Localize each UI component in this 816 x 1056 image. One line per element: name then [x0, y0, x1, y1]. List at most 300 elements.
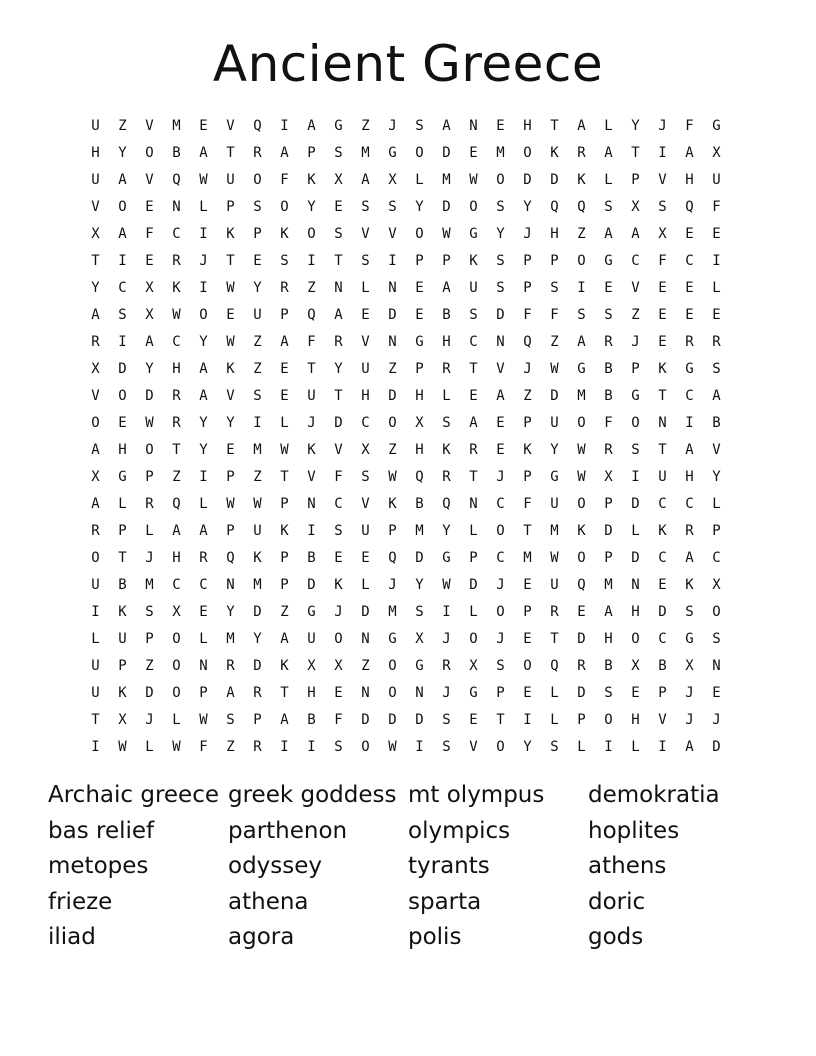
grid-letter: M	[361, 144, 370, 161]
grid-letter: U	[118, 630, 127, 647]
grid-letter: A	[685, 144, 694, 161]
grid-letter: P	[388, 522, 397, 539]
grid-letter: R	[442, 657, 451, 674]
grid-letter: Z	[253, 333, 262, 350]
grid-letter: A	[577, 117, 586, 134]
grid-letter: T	[469, 360, 478, 377]
grid-letter: E	[523, 630, 532, 647]
grid-letter: I	[118, 252, 127, 269]
grid-letter: V	[469, 738, 478, 755]
grid-letter: A	[685, 441, 694, 458]
grid-letter: L	[415, 171, 424, 188]
grid-letter: P	[226, 468, 235, 485]
grid-letter: Z	[145, 657, 154, 674]
grid-letter: P	[469, 549, 478, 566]
grid-letter: K	[307, 441, 316, 458]
grid-letter: V	[334, 441, 343, 458]
grid-letter: V	[91, 387, 100, 404]
grid-letter: J	[442, 684, 451, 701]
grid-letter: N	[631, 576, 640, 593]
grid-letter: B	[172, 144, 181, 161]
grid-letter: Y	[523, 738, 532, 755]
grid-letter: Q	[388, 549, 397, 566]
grid-letter: O	[388, 657, 397, 674]
grid-letter: Z	[388, 360, 397, 377]
grid-letter: W	[280, 441, 289, 458]
grid-letter: W	[145, 414, 154, 431]
grid-letter: A	[280, 711, 289, 728]
grid-letter: Y	[91, 279, 100, 296]
grid-letter: S	[118, 306, 127, 323]
grid-letter: P	[199, 684, 208, 701]
grid-letter: X	[145, 306, 154, 323]
grid-letter: E	[523, 684, 532, 701]
grid-letter: T	[172, 441, 181, 458]
grid-letter: Y	[226, 603, 235, 620]
grid-letter: P	[280, 495, 289, 512]
grid-letter: R	[577, 144, 586, 161]
grid-letter: H	[604, 630, 613, 647]
grid-letter: E	[523, 576, 532, 593]
grid-letter: B	[118, 576, 127, 593]
grid-letter: D	[631, 549, 640, 566]
grid-letter: D	[442, 198, 451, 215]
grid-letter: I	[712, 252, 721, 269]
grid-letter: S	[469, 306, 478, 323]
grid-letter: S	[334, 522, 343, 539]
grid-letter: O	[334, 630, 343, 647]
grid-letter: P	[253, 225, 262, 242]
grid-letter: W	[199, 711, 208, 728]
grid-letter: G	[604, 252, 613, 269]
grid-letter: O	[523, 144, 532, 161]
grid-letter: U	[253, 522, 262, 539]
grid-letter: M	[253, 576, 262, 593]
grid-letter: Q	[226, 549, 235, 566]
grid-letter: C	[334, 495, 343, 512]
grid-letter: C	[658, 495, 667, 512]
grid-letter: N	[469, 117, 478, 134]
grid-letter: U	[658, 468, 667, 485]
grid-letter: E	[604, 279, 613, 296]
grid-letter: N	[226, 576, 235, 593]
grid-letter: S	[604, 306, 613, 323]
grid-letter: A	[280, 333, 289, 350]
grid-letter: X	[145, 279, 154, 296]
grid-letter: R	[334, 333, 343, 350]
grid-letter: J	[307, 414, 316, 431]
grid-letter: L	[361, 576, 370, 593]
grid-letter: E	[712, 225, 721, 242]
grid-letter: P	[280, 306, 289, 323]
grid-letter: Q	[577, 198, 586, 215]
word-list-item: greek goddess	[228, 782, 397, 808]
grid-letter: W	[442, 225, 451, 242]
grid-letter: R	[604, 441, 613, 458]
word-list-item: frieze	[48, 888, 113, 915]
grid-letter: R	[199, 549, 208, 566]
grid-letter: U	[712, 171, 721, 188]
grid-letter: M	[442, 171, 451, 188]
word-list-item: hoplites	[588, 817, 680, 844]
grid-letter: R	[685, 522, 694, 539]
grid-letter: O	[577, 495, 586, 512]
grid-letter: K	[253, 549, 262, 566]
grid-letter: V	[361, 225, 370, 242]
grid-letter: S	[712, 360, 721, 377]
grid-letter: D	[145, 684, 154, 701]
grid-letter: O	[577, 252, 586, 269]
grid-letter: Z	[280, 603, 289, 620]
grid-letter: A	[604, 603, 613, 620]
grid-letter: B	[712, 414, 721, 431]
grid-letter: Z	[388, 441, 397, 458]
word-list-item: tyrants	[408, 853, 490, 879]
grid-letter: T	[658, 441, 667, 458]
grid-letter: X	[415, 414, 424, 431]
grid-letter: T	[658, 387, 667, 404]
grid-letter: K	[172, 279, 181, 296]
grid-letter: M	[253, 441, 262, 458]
grid-letter: O	[415, 225, 424, 242]
grid-letter: R	[172, 252, 181, 269]
grid-letter: F	[145, 225, 154, 242]
grid-letter: S	[550, 279, 559, 296]
grid-letter: S	[550, 738, 559, 755]
grid-letter: P	[523, 603, 532, 620]
grid-letter: U	[469, 279, 478, 296]
grid-letter: D	[658, 603, 667, 620]
grid-letter: P	[523, 468, 532, 485]
grid-letter: B	[604, 657, 613, 674]
word-list-item: Archaic greece	[48, 782, 219, 808]
grid-letter: A	[199, 522, 208, 539]
grid-letter: D	[361, 603, 370, 620]
grid-letter: F	[685, 117, 694, 134]
grid-letter: T	[280, 468, 289, 485]
grid-letter: T	[91, 711, 100, 728]
word-list	[48, 778, 768, 956]
grid-letter: F	[334, 711, 343, 728]
grid-letter: O	[523, 657, 532, 674]
grid-letter: E	[199, 117, 208, 134]
grid-letter: N	[361, 684, 370, 701]
grid-letter: L	[469, 522, 478, 539]
grid-letter: U	[91, 684, 100, 701]
grid-letter: Q	[523, 333, 532, 350]
grid-letter: U	[307, 630, 316, 647]
grid-letter: K	[226, 360, 235, 377]
grid-letter: A	[199, 144, 208, 161]
grid-letter: S	[334, 144, 343, 161]
grid-letter: K	[685, 576, 694, 593]
grid-letter: R	[550, 603, 559, 620]
grid-letter: V	[496, 360, 505, 377]
grid-letter: E	[496, 441, 505, 458]
grid-letter: E	[469, 387, 478, 404]
grid-letter: F	[658, 252, 667, 269]
grid-letter: C	[685, 252, 694, 269]
grid-letter: P	[415, 252, 424, 269]
grid-letter: S	[604, 684, 613, 701]
grid-letter: H	[550, 225, 559, 242]
grid-letter: E	[280, 360, 289, 377]
grid-letter: K	[226, 225, 235, 242]
grid-letter: J	[631, 333, 640, 350]
grid-letter: W	[469, 171, 478, 188]
grid-letter: T	[631, 144, 640, 161]
grid-letter: K	[118, 603, 127, 620]
grid-letter: P	[118, 522, 127, 539]
grid-letter: F	[523, 306, 532, 323]
grid-letter: E	[469, 144, 478, 161]
grid-letter: P	[658, 684, 667, 701]
grid-letter: L	[469, 603, 478, 620]
grid-letter: F	[712, 198, 721, 215]
grid-letter: N	[415, 684, 424, 701]
grid-letter: O	[172, 684, 181, 701]
word-list-item: iliad	[48, 924, 96, 950]
grid-letter: I	[658, 738, 667, 755]
grid-letter: N	[658, 414, 667, 431]
grid-letter: Z	[523, 387, 532, 404]
grid-letter: S	[442, 414, 451, 431]
grid-letter: X	[307, 657, 316, 674]
grid-letter: O	[631, 630, 640, 647]
grid-letter: M	[145, 576, 154, 593]
grid-letter: O	[118, 198, 127, 215]
grid-letter: Y	[145, 360, 154, 377]
grid-letter: S	[361, 252, 370, 269]
grid-letter: R	[226, 657, 235, 674]
grid-letter: O	[469, 630, 478, 647]
grid-letter: S	[253, 198, 262, 215]
grid-letter: E	[253, 252, 262, 269]
grid-letter: I	[577, 279, 586, 296]
grid-letter: W	[550, 360, 559, 377]
grid-letter: P	[550, 252, 559, 269]
grid-letter: K	[577, 522, 586, 539]
grid-letter: Y	[226, 414, 235, 431]
word-list-item: mt olympus	[408, 782, 545, 808]
grid-letter: E	[415, 279, 424, 296]
grid-letter: O	[172, 630, 181, 647]
letter-grid	[82, 112, 730, 760]
grid-letter: Q	[307, 306, 316, 323]
grid-letter: W	[577, 441, 586, 458]
grid-letter: V	[631, 279, 640, 296]
grid-letter: O	[577, 549, 586, 566]
grid-letter: U	[550, 495, 559, 512]
grid-letter: L	[550, 711, 559, 728]
grid-letter: Q	[685, 198, 694, 215]
grid-letter: O	[253, 171, 262, 188]
grid-letter: Q	[253, 117, 262, 134]
grid-letter: D	[523, 171, 532, 188]
grid-letter: B	[307, 549, 316, 566]
grid-letter: O	[145, 144, 154, 161]
grid-letter: V	[145, 117, 154, 134]
word-list-item: odyssey	[228, 853, 323, 879]
grid-letter: L	[442, 387, 451, 404]
grid-letter: A	[442, 117, 451, 134]
grid-letter: P	[523, 252, 532, 269]
grid-letter: A	[226, 684, 235, 701]
grid-letter: F	[523, 495, 532, 512]
grid-letter: Q	[442, 495, 451, 512]
grid-letter: H	[415, 387, 424, 404]
grid-letter: L	[631, 738, 640, 755]
grid-letter: P	[631, 360, 640, 377]
grid-letter: O	[280, 198, 289, 215]
grid-letter: D	[307, 576, 316, 593]
grid-letter: E	[631, 684, 640, 701]
grid-letter: H	[172, 360, 181, 377]
grid-letter: E	[226, 306, 235, 323]
grid-letter: L	[199, 495, 208, 512]
grid-letter: T	[226, 252, 235, 269]
grid-letter: T	[550, 117, 559, 134]
grid-letter: P	[712, 522, 721, 539]
grid-letter: C	[496, 495, 505, 512]
grid-letter: K	[280, 225, 289, 242]
grid-letter: A	[631, 225, 640, 242]
grid-letter: T	[334, 387, 343, 404]
grid-letter: M	[226, 630, 235, 647]
grid-letter: G	[388, 630, 397, 647]
grid-letter: H	[307, 684, 316, 701]
grid-letter: Y	[199, 441, 208, 458]
grid-letter: D	[145, 387, 154, 404]
grid-letter: H	[361, 387, 370, 404]
grid-letter: W	[226, 333, 235, 350]
grid-letter: R	[253, 738, 262, 755]
grid-letter: H	[172, 549, 181, 566]
grid-letter: O	[172, 657, 181, 674]
grid-letter: L	[145, 738, 154, 755]
grid-letter: A	[172, 522, 181, 539]
grid-letter: R	[577, 657, 586, 674]
grid-letter: G	[550, 468, 559, 485]
grid-letter: X	[334, 171, 343, 188]
grid-letter: W	[388, 468, 397, 485]
grid-letter: G	[415, 333, 424, 350]
grid-letter: G	[307, 603, 316, 620]
grid-letter: K	[442, 441, 451, 458]
grid-letter: L	[604, 117, 613, 134]
grid-letter: H	[685, 171, 694, 188]
grid-letter: N	[469, 495, 478, 512]
grid-letter: C	[172, 333, 181, 350]
grid-letter: W	[253, 495, 262, 512]
grid-letter: I	[523, 711, 532, 728]
word-list-item: parthenon	[228, 817, 348, 844]
grid-letter: S	[415, 117, 424, 134]
word-list-item: metopes	[48, 853, 149, 879]
grid-letter: V	[361, 333, 370, 350]
grid-letter: I	[91, 603, 100, 620]
grid-letter: A	[307, 117, 316, 134]
grid-letter: A	[577, 333, 586, 350]
grid-letter: K	[334, 576, 343, 593]
grid-letter: T	[280, 684, 289, 701]
grid-letter: M	[523, 549, 532, 566]
grid-letter: U	[361, 360, 370, 377]
grid-letter: N	[307, 495, 316, 512]
grid-letter: H	[91, 144, 100, 161]
grid-letter: R	[469, 441, 478, 458]
word-list-item: demokratia	[588, 782, 720, 808]
grid-letter: L	[145, 522, 154, 539]
grid-letter: O	[469, 198, 478, 215]
grid-letter: P	[577, 711, 586, 728]
grid-letter: Y	[334, 360, 343, 377]
grid-letter: E	[712, 684, 721, 701]
grid-letter: W	[442, 576, 451, 593]
grid-letter: L	[172, 711, 181, 728]
grid-letter: T	[226, 144, 235, 161]
grid-letter: R	[91, 522, 100, 539]
grid-letter: O	[361, 738, 370, 755]
grid-letter: M	[550, 522, 559, 539]
grid-letter: W	[226, 279, 235, 296]
grid-letter: S	[631, 441, 640, 458]
grid-letter: L	[91, 630, 100, 647]
grid-letter: J	[712, 711, 721, 728]
grid-letter: O	[199, 306, 208, 323]
grid-letter: Y	[253, 630, 262, 647]
grid-letter: E	[361, 306, 370, 323]
grid-letter: O	[496, 522, 505, 539]
word-list-item: athena	[228, 888, 309, 915]
grid-letter: D	[388, 306, 397, 323]
grid-letter: L	[118, 495, 127, 512]
grid-letter: J	[496, 468, 505, 485]
grid-letter: E	[226, 441, 235, 458]
grid-letter: A	[496, 387, 505, 404]
grid-letter: E	[415, 306, 424, 323]
grid-letter: U	[550, 576, 559, 593]
grid-letter: I	[658, 144, 667, 161]
grid-letter: D	[604, 522, 613, 539]
grid-letter: P	[145, 468, 154, 485]
grid-letter: O	[631, 414, 640, 431]
grid-letter: I	[604, 738, 613, 755]
grid-letter: H	[631, 603, 640, 620]
grid-letter: C	[496, 549, 505, 566]
grid-letter: D	[118, 360, 127, 377]
grid-letter: G	[712, 117, 721, 134]
grid-letter: C	[631, 252, 640, 269]
grid-letter: L	[199, 630, 208, 647]
grid-letter: S	[442, 738, 451, 755]
grid-letter: I	[91, 738, 100, 755]
grid-letter: D	[550, 387, 559, 404]
grid-letter: U	[91, 576, 100, 593]
grid-letter: G	[388, 144, 397, 161]
grid-letter: J	[388, 117, 397, 134]
grid-letter: K	[280, 522, 289, 539]
grid-letter: W	[226, 495, 235, 512]
grid-letter: A	[145, 333, 154, 350]
grid-letter: E	[712, 306, 721, 323]
grid-letter: S	[685, 603, 694, 620]
word-list-item: sparta	[408, 888, 482, 915]
grid-letter: X	[388, 171, 397, 188]
grid-letter: E	[199, 603, 208, 620]
grid-letter: E	[658, 576, 667, 593]
grid-letter: L	[550, 684, 559, 701]
